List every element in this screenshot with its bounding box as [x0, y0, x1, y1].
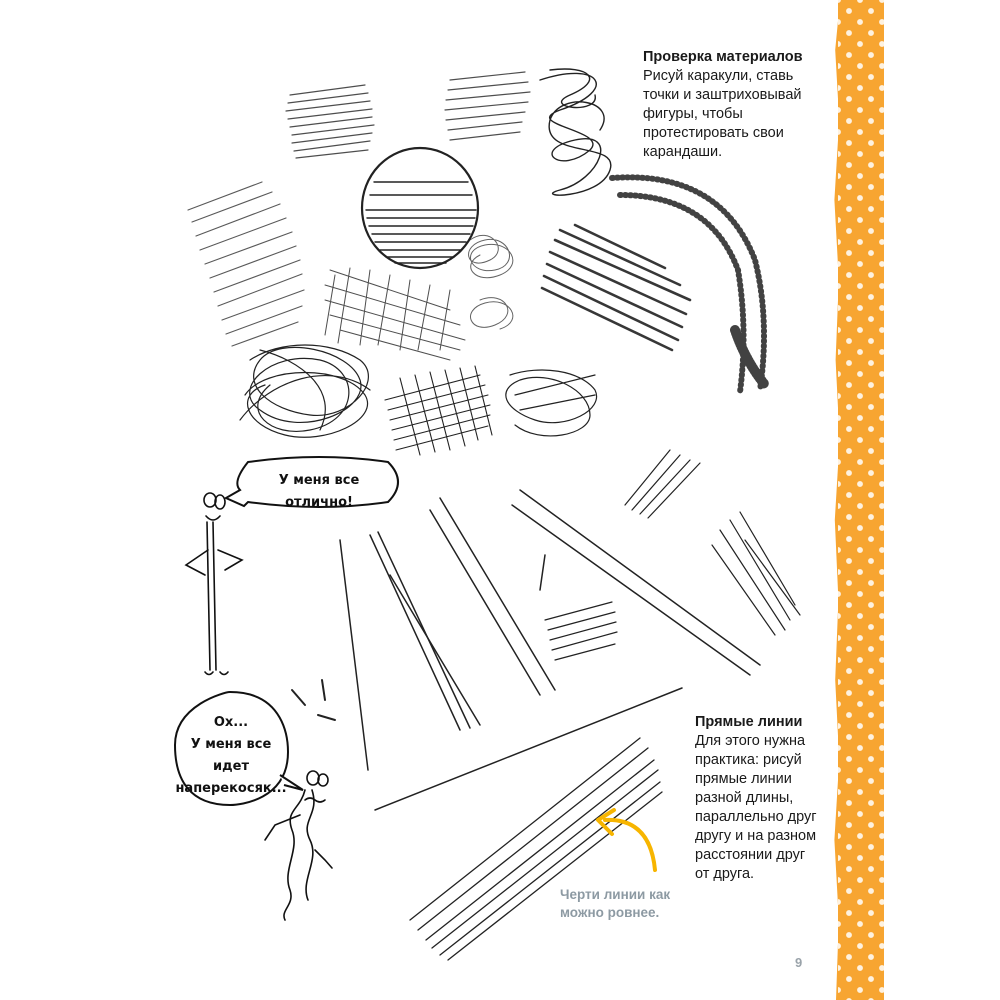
materials-line-3: фигуры, чтобы — [643, 106, 743, 122]
grid-crosshatch — [385, 366, 492, 455]
lines-line-4: разной длины, — [695, 790, 794, 806]
hint-text — [560, 886, 700, 922]
happy-bubble-text: У меня все отлично! — [278, 473, 360, 510]
materials-text — [643, 48, 833, 162]
lines-line-2: практика: рисуй — [695, 752, 802, 768]
hint-line-2: можно ровнее. — [560, 905, 660, 920]
scribble-top-right — [540, 69, 611, 195]
materials-line-1: Рисуй каракули, ставь — [643, 68, 794, 84]
sad-bubble-text — [172, 712, 290, 800]
polka-dot-stripe — [838, 0, 884, 1000]
materials-title: Проверка материалов — [643, 49, 803, 65]
sad-bubble-line-3: наперекосяк... — [175, 781, 287, 796]
stipple-arc — [612, 177, 765, 392]
lines-text — [695, 713, 835, 884]
dark-hatch-band — [542, 225, 690, 350]
surprise-strokes — [292, 680, 335, 720]
page-number: 9 — [795, 955, 803, 970]
hatch-block-left — [188, 182, 304, 346]
lines-line-7: расстоянии друг — [695, 847, 806, 863]
crosshatch-scribble — [325, 268, 465, 360]
tangled-circles — [240, 345, 370, 437]
sad-bubble-line-2: У меня все идет — [190, 737, 272, 774]
materials-line-4: протестировать свои — [643, 125, 784, 141]
hint-line-1: Черти линии как — [560, 887, 671, 902]
lines-line-1: Для этого нужна — [695, 733, 806, 749]
scribble-patch — [506, 370, 597, 436]
lines-line-8: от друга. — [695, 866, 755, 882]
lines-title: Прямые линии — [695, 714, 803, 730]
hatch-block-top — [286, 72, 530, 158]
curved-arrow — [605, 820, 655, 870]
lines-line-6: другу и на разном — [695, 828, 817, 844]
sad-bubble-line-1: Ох... — [213, 715, 249, 730]
happy-stick-figure — [186, 493, 242, 675]
loop-scribble — [469, 235, 513, 329]
lines-line-3: прямые линии — [695, 771, 792, 787]
materials-line-5: карандаши. — [643, 144, 723, 160]
parallel-lines-bottom — [410, 738, 662, 960]
lines-line-5: параллельно друг — [695, 809, 817, 825]
materials-line-2: точки и заштриховывай — [643, 87, 802, 103]
shaded-circle — [362, 148, 478, 268]
